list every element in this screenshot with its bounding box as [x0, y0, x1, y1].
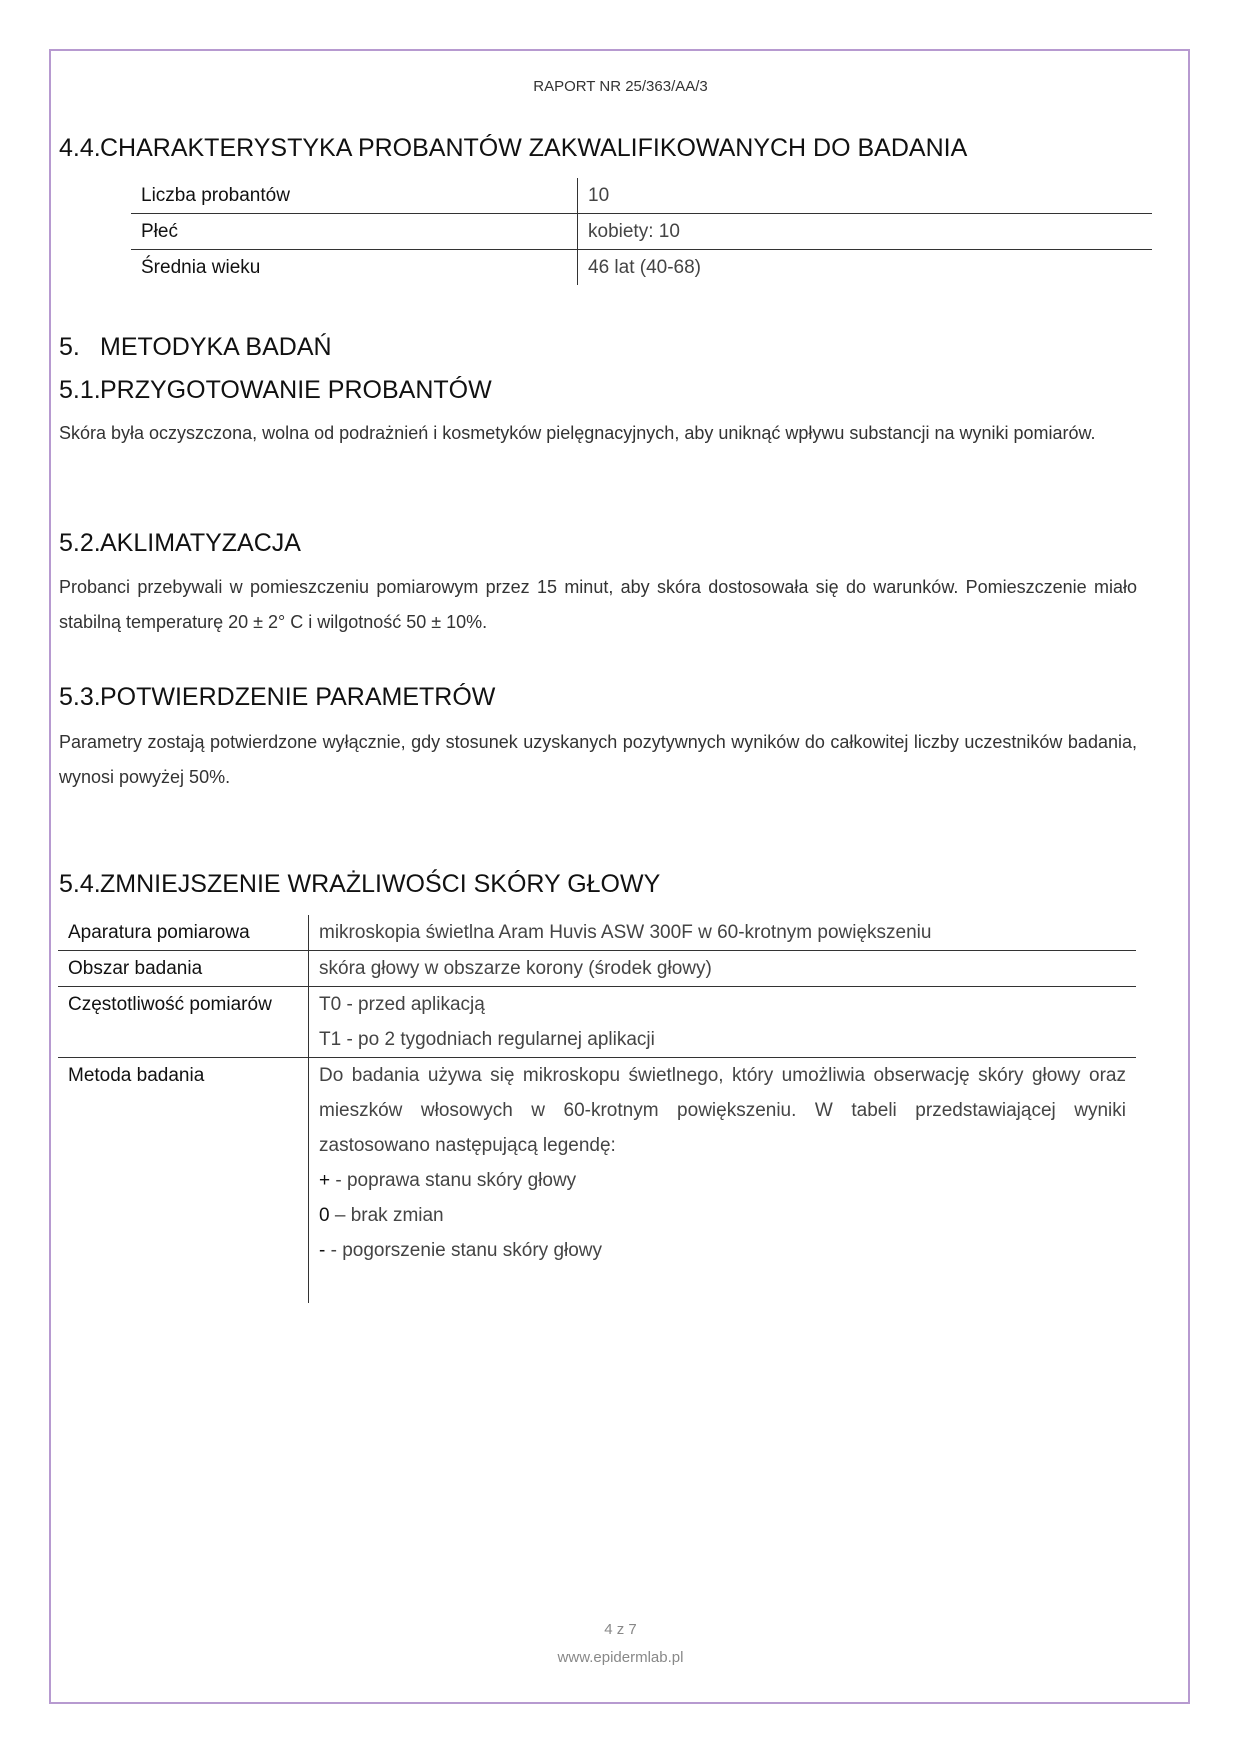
legend-symbol: -: [319, 1240, 326, 1261]
table-row: [131, 178, 1152, 214]
legend-item: [319, 1163, 1126, 1198]
frequency-line: T1 - po 2 tygodniach regularnej aplikacji: [319, 1029, 655, 1050]
participants-table: [131, 178, 1152, 285]
section-number: 5.4.: [59, 870, 101, 898]
section-number: 4.4.: [59, 134, 101, 162]
section-title: PRZYGOTOWANIE PROBANTÓW: [100, 376, 492, 404]
row-value: mikroskopia świetlna Aram Huvis ASW 300F w 60-krotnym powiększeniu: [309, 915, 1137, 951]
section-title: CHARAKTERYSTYKA PROBANTÓW ZAKWALIFIKOWANYCH DO BADANIA: [100, 134, 968, 162]
legend-symbol: 0: [319, 1205, 330, 1226]
section-title: POTWIERDZENIE PARAMETRÓW: [100, 683, 496, 711]
table-row: [58, 951, 1136, 987]
page-number: 4 z 7: [604, 1621, 637, 1638]
row-value: skóra głowy w obszarze korony (środek głowy): [309, 951, 1137, 987]
row-label: Częstotliwość pomiarów: [58, 987, 309, 1058]
section-5-heading: [59, 333, 332, 362]
row-label: Metoda badania: [68, 1065, 205, 1086]
row-label: Liczba probantów: [131, 178, 578, 214]
methodology-table: [58, 915, 1136, 1303]
frequency-line: T0 - przed aplikacją: [319, 994, 485, 1015]
table-spacer: [319, 1268, 1126, 1303]
row-value: [309, 987, 1137, 1058]
table-row: [131, 250, 1152, 286]
table-row: [58, 915, 1136, 951]
row-label: Aparatura pomiarowa: [58, 915, 309, 951]
section-title: AKLIMATYZACJA: [100, 529, 301, 557]
footer-url: www.epidermlab.pl: [557, 1649, 684, 1666]
section-number: 5.1.: [59, 376, 101, 404]
legend-text: - pogorszenie stanu skóry głowy: [325, 1240, 603, 1261]
section-5-2-heading: [59, 529, 301, 558]
legend-item: [319, 1198, 1126, 1233]
section-number: 5.3.: [59, 683, 101, 711]
section-title: METODYKA BADAŃ: [100, 333, 332, 361]
method-description: Do badania używa się mikroskopu świetlnego, który umożliwia obserwację skóry głowy oraz mieszków włosowych w 60-krotnym powiększeniu. W tabeli przedstawiającej wyniki zastosowano następującą legendę:: [319, 1065, 1126, 1156]
table-row: [58, 1058, 1136, 1304]
legend-text: - poprawa stanu skóry głowy: [330, 1170, 577, 1191]
report-number: RAPORT NR 25/363/AA/3: [533, 78, 708, 95]
section-number: 5.2.: [59, 529, 101, 557]
table-row: [131, 214, 1152, 250]
section-4-4-heading: [59, 134, 967, 163]
section-5-4-heading: [59, 870, 660, 899]
row-value: [309, 1058, 1137, 1304]
section-5-2-text: Probanci przebywali w pomieszczeniu pomiarowym przez 15 minut, aby skóra dostosowała się do warunków. Pomieszczenie miało stabilną temperaturę 20 ± 2° C i wilgotność 50 ± 10%.: [59, 577, 1137, 632]
section-5-3-text: Parametry zostają potwierdzone wyłącznie, gdy stosunek uzyskanych pozytywnych wyników do całkowitej liczby uczestników badania, wynosi powyżej 50%.: [59, 732, 1137, 787]
table-row: [58, 987, 1136, 1058]
row-value: 46 lat (40-68): [578, 250, 1153, 286]
legend-text: – brak zmian: [329, 1205, 444, 1226]
section-5-1-heading: [59, 376, 492, 405]
row-label: Płeć: [131, 214, 578, 250]
row-value: kobiety: 10: [578, 214, 1153, 250]
legend-item: [319, 1233, 1126, 1268]
row-label: Obszar badania: [58, 951, 309, 987]
section-5-1-text: Skóra była oczyszczona, wolna od podrażnień i kosmetyków pielęgnacyjnych, aby uniknąć wpływu substancji na wyniki pomiarów.: [59, 423, 1096, 443]
section-title: ZMNIEJSZENIE WRAŻLIWOŚCI SKÓRY GŁOWY: [100, 870, 661, 898]
row-label: Średnia wieku: [141, 257, 261, 278]
section-number: 5.: [59, 333, 80, 361]
section-5-3-heading: [59, 683, 495, 712]
row-value: 10: [578, 178, 1153, 214]
legend-symbol: +: [319, 1170, 331, 1191]
